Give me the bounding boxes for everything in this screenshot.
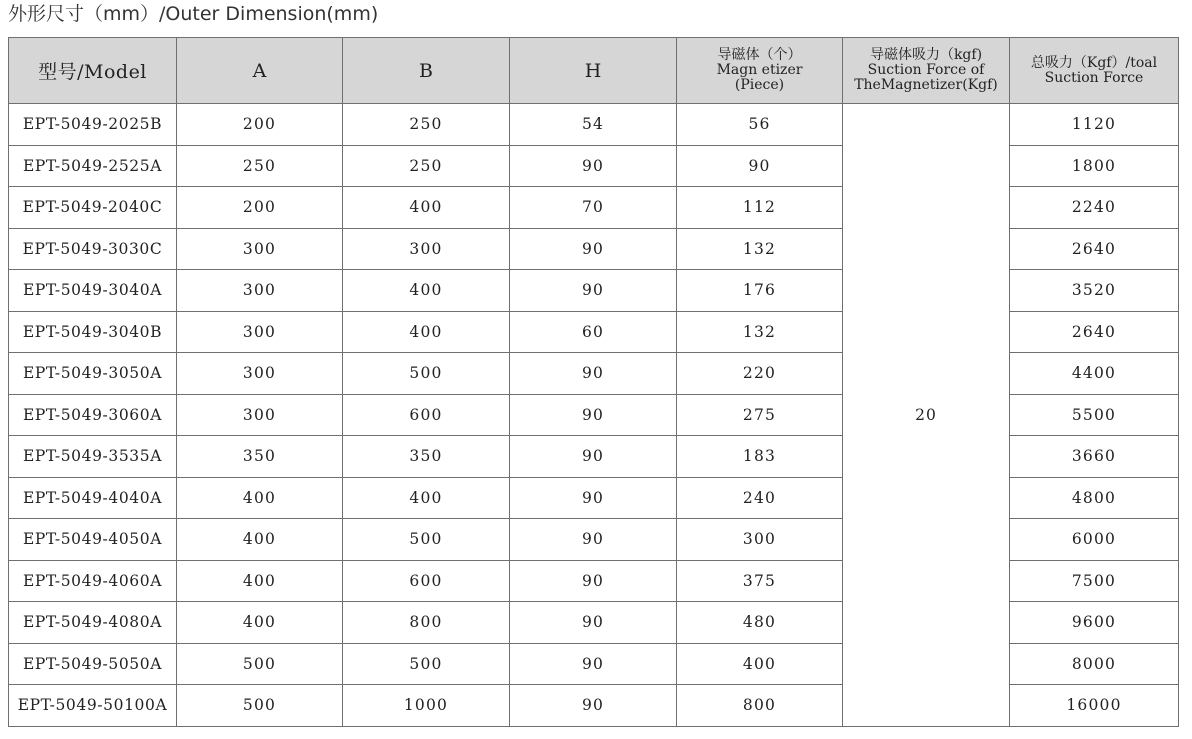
cell-b: 250 — [343, 145, 510, 187]
cell-h: 90 — [510, 145, 677, 187]
cell-h: 90 — [510, 477, 677, 519]
header-total-line-1: 总吸力（Kgf）/toal — [1030, 54, 1158, 71]
cell-a: 350 — [177, 436, 343, 478]
cell-b: 500 — [343, 643, 510, 685]
cell-a: 300 — [177, 353, 343, 395]
header-total-suction — [1010, 38, 1179, 104]
cell-b: 400 — [343, 477, 510, 519]
header-suction-force — [843, 38, 1010, 104]
cell-b: 800 — [343, 602, 510, 644]
header-row — [9, 38, 1179, 104]
cell-a: 200 — [177, 104, 343, 146]
cell-pieces: 112 — [677, 187, 843, 229]
cell-a: 400 — [177, 602, 343, 644]
header-suction-line-1: 导磁体吸力（kgf) — [869, 47, 983, 63]
cell-a: 300 — [177, 270, 343, 312]
cell-model: EPT-5049-4050A — [9, 519, 177, 561]
cell-h: 90 — [510, 643, 677, 685]
cell-total: 5500 — [1010, 394, 1179, 436]
cell-model: EPT-5049-2025B — [9, 104, 177, 146]
cell-b: 400 — [343, 270, 510, 312]
cell-h: 90 — [510, 270, 677, 312]
cell-pieces: 132 — [677, 228, 843, 270]
cell-model: EPT-5049-4080A — [9, 602, 177, 644]
cell-pieces: 56 — [677, 104, 843, 146]
cell-total: 4800 — [1010, 477, 1179, 519]
cell-a: 300 — [177, 228, 343, 270]
header-suction-line-2: Suction Force of — [867, 62, 985, 78]
cell-total: 8000 — [1010, 643, 1179, 685]
cell-total: 2640 — [1010, 228, 1179, 270]
header-a: A — [177, 38, 343, 104]
cell-b: 300 — [343, 228, 510, 270]
cell-h: 90 — [510, 602, 677, 644]
cell-model: EPT-5049-3040A — [9, 270, 177, 312]
cell-model: EPT-5049-2040C — [9, 187, 177, 229]
cell-h: 90 — [510, 353, 677, 395]
cell-a: 300 — [177, 394, 343, 436]
cell-pieces: 300 — [677, 519, 843, 561]
cell-pieces: 480 — [677, 602, 843, 644]
header-total-line-2: Suction Force — [1044, 69, 1144, 86]
cell-model: EPT-5049-3050A — [9, 353, 177, 395]
cell-model: EPT-5049-3060A — [9, 394, 177, 436]
cell-model: EPT-5049-3030C — [9, 228, 177, 270]
cell-pieces: 275 — [677, 394, 843, 436]
header-magnetizer-line-2: Magn etizer — [716, 62, 803, 78]
cell-pieces: 220 — [677, 353, 843, 395]
table-row — [9, 104, 1179, 146]
cell-suction-force: 20 — [843, 104, 1010, 727]
cell-pieces: 90 — [677, 145, 843, 187]
cell-total: 2640 — [1010, 311, 1179, 353]
cell-h: 60 — [510, 311, 677, 353]
cell-b: 500 — [343, 519, 510, 561]
cell-b: 600 — [343, 394, 510, 436]
cell-h: 70 — [510, 187, 677, 229]
cell-total: 7500 — [1010, 560, 1179, 602]
cell-h: 90 — [510, 519, 677, 561]
cell-model: EPT-5049-4040A — [9, 477, 177, 519]
cell-b: 1000 — [343, 685, 510, 727]
cell-total: 6000 — [1010, 519, 1179, 561]
table-body — [9, 104, 1179, 727]
cell-model: EPT-5049-5050A — [9, 643, 177, 685]
page-title: 外形尺寸（mm）/Outer Dimension(mm) — [8, 3, 379, 25]
cell-h: 90 — [510, 685, 677, 727]
cell-a: 500 — [177, 685, 343, 727]
cell-b: 400 — [343, 311, 510, 353]
cell-total: 3520 — [1010, 270, 1179, 312]
header-magnetizer — [677, 38, 843, 104]
cell-a: 250 — [177, 145, 343, 187]
header-magnetizer-line-1: 导磁体（个） — [717, 47, 802, 63]
cell-a: 500 — [177, 643, 343, 685]
cell-total: 4400 — [1010, 353, 1179, 395]
cell-b: 500 — [343, 353, 510, 395]
cell-model: EPT-5049-50100A — [9, 685, 177, 727]
header-b: B — [343, 38, 510, 104]
cell-b: 350 — [343, 436, 510, 478]
cell-pieces: 400 — [677, 643, 843, 685]
header-model: 型号/Model — [9, 38, 177, 104]
cell-a: 400 — [177, 477, 343, 519]
cell-pieces: 132 — [677, 311, 843, 353]
cell-h: 90 — [510, 228, 677, 270]
cell-b: 250 — [343, 104, 510, 146]
cell-h: 90 — [510, 394, 677, 436]
cell-pieces: 176 — [677, 270, 843, 312]
header-h: H — [510, 38, 677, 104]
cell-h: 90 — [510, 436, 677, 478]
cell-a: 400 — [177, 519, 343, 561]
cell-model: EPT-5049-2525A — [9, 145, 177, 187]
cell-pieces: 800 — [677, 685, 843, 727]
cell-total: 9600 — [1010, 602, 1179, 644]
cell-total: 16000 — [1010, 685, 1179, 727]
cell-a: 300 — [177, 311, 343, 353]
cell-model: EPT-5049-4060A — [9, 560, 177, 602]
cell-model: EPT-5049-3535A — [9, 436, 177, 478]
cell-h: 54 — [510, 104, 677, 146]
cell-total: 2240 — [1010, 187, 1179, 229]
cell-pieces: 183 — [677, 436, 843, 478]
cell-b: 600 — [343, 560, 510, 602]
cell-a: 400 — [177, 560, 343, 602]
cell-pieces: 240 — [677, 477, 843, 519]
header-magnetizer-line-3: (Piece) — [734, 77, 785, 93]
cell-total: 3660 — [1010, 436, 1179, 478]
header-suction-line-3: TheMagnetizer(Kgf) — [854, 77, 998, 93]
dimension-table — [8, 37, 1179, 727]
cell-total: 1800 — [1010, 145, 1179, 187]
cell-b: 400 — [343, 187, 510, 229]
cell-a: 200 — [177, 187, 343, 229]
cell-h: 90 — [510, 560, 677, 602]
cell-model: EPT-5049-3040B — [9, 311, 177, 353]
cell-total: 1120 — [1010, 104, 1179, 146]
cell-pieces: 375 — [677, 560, 843, 602]
